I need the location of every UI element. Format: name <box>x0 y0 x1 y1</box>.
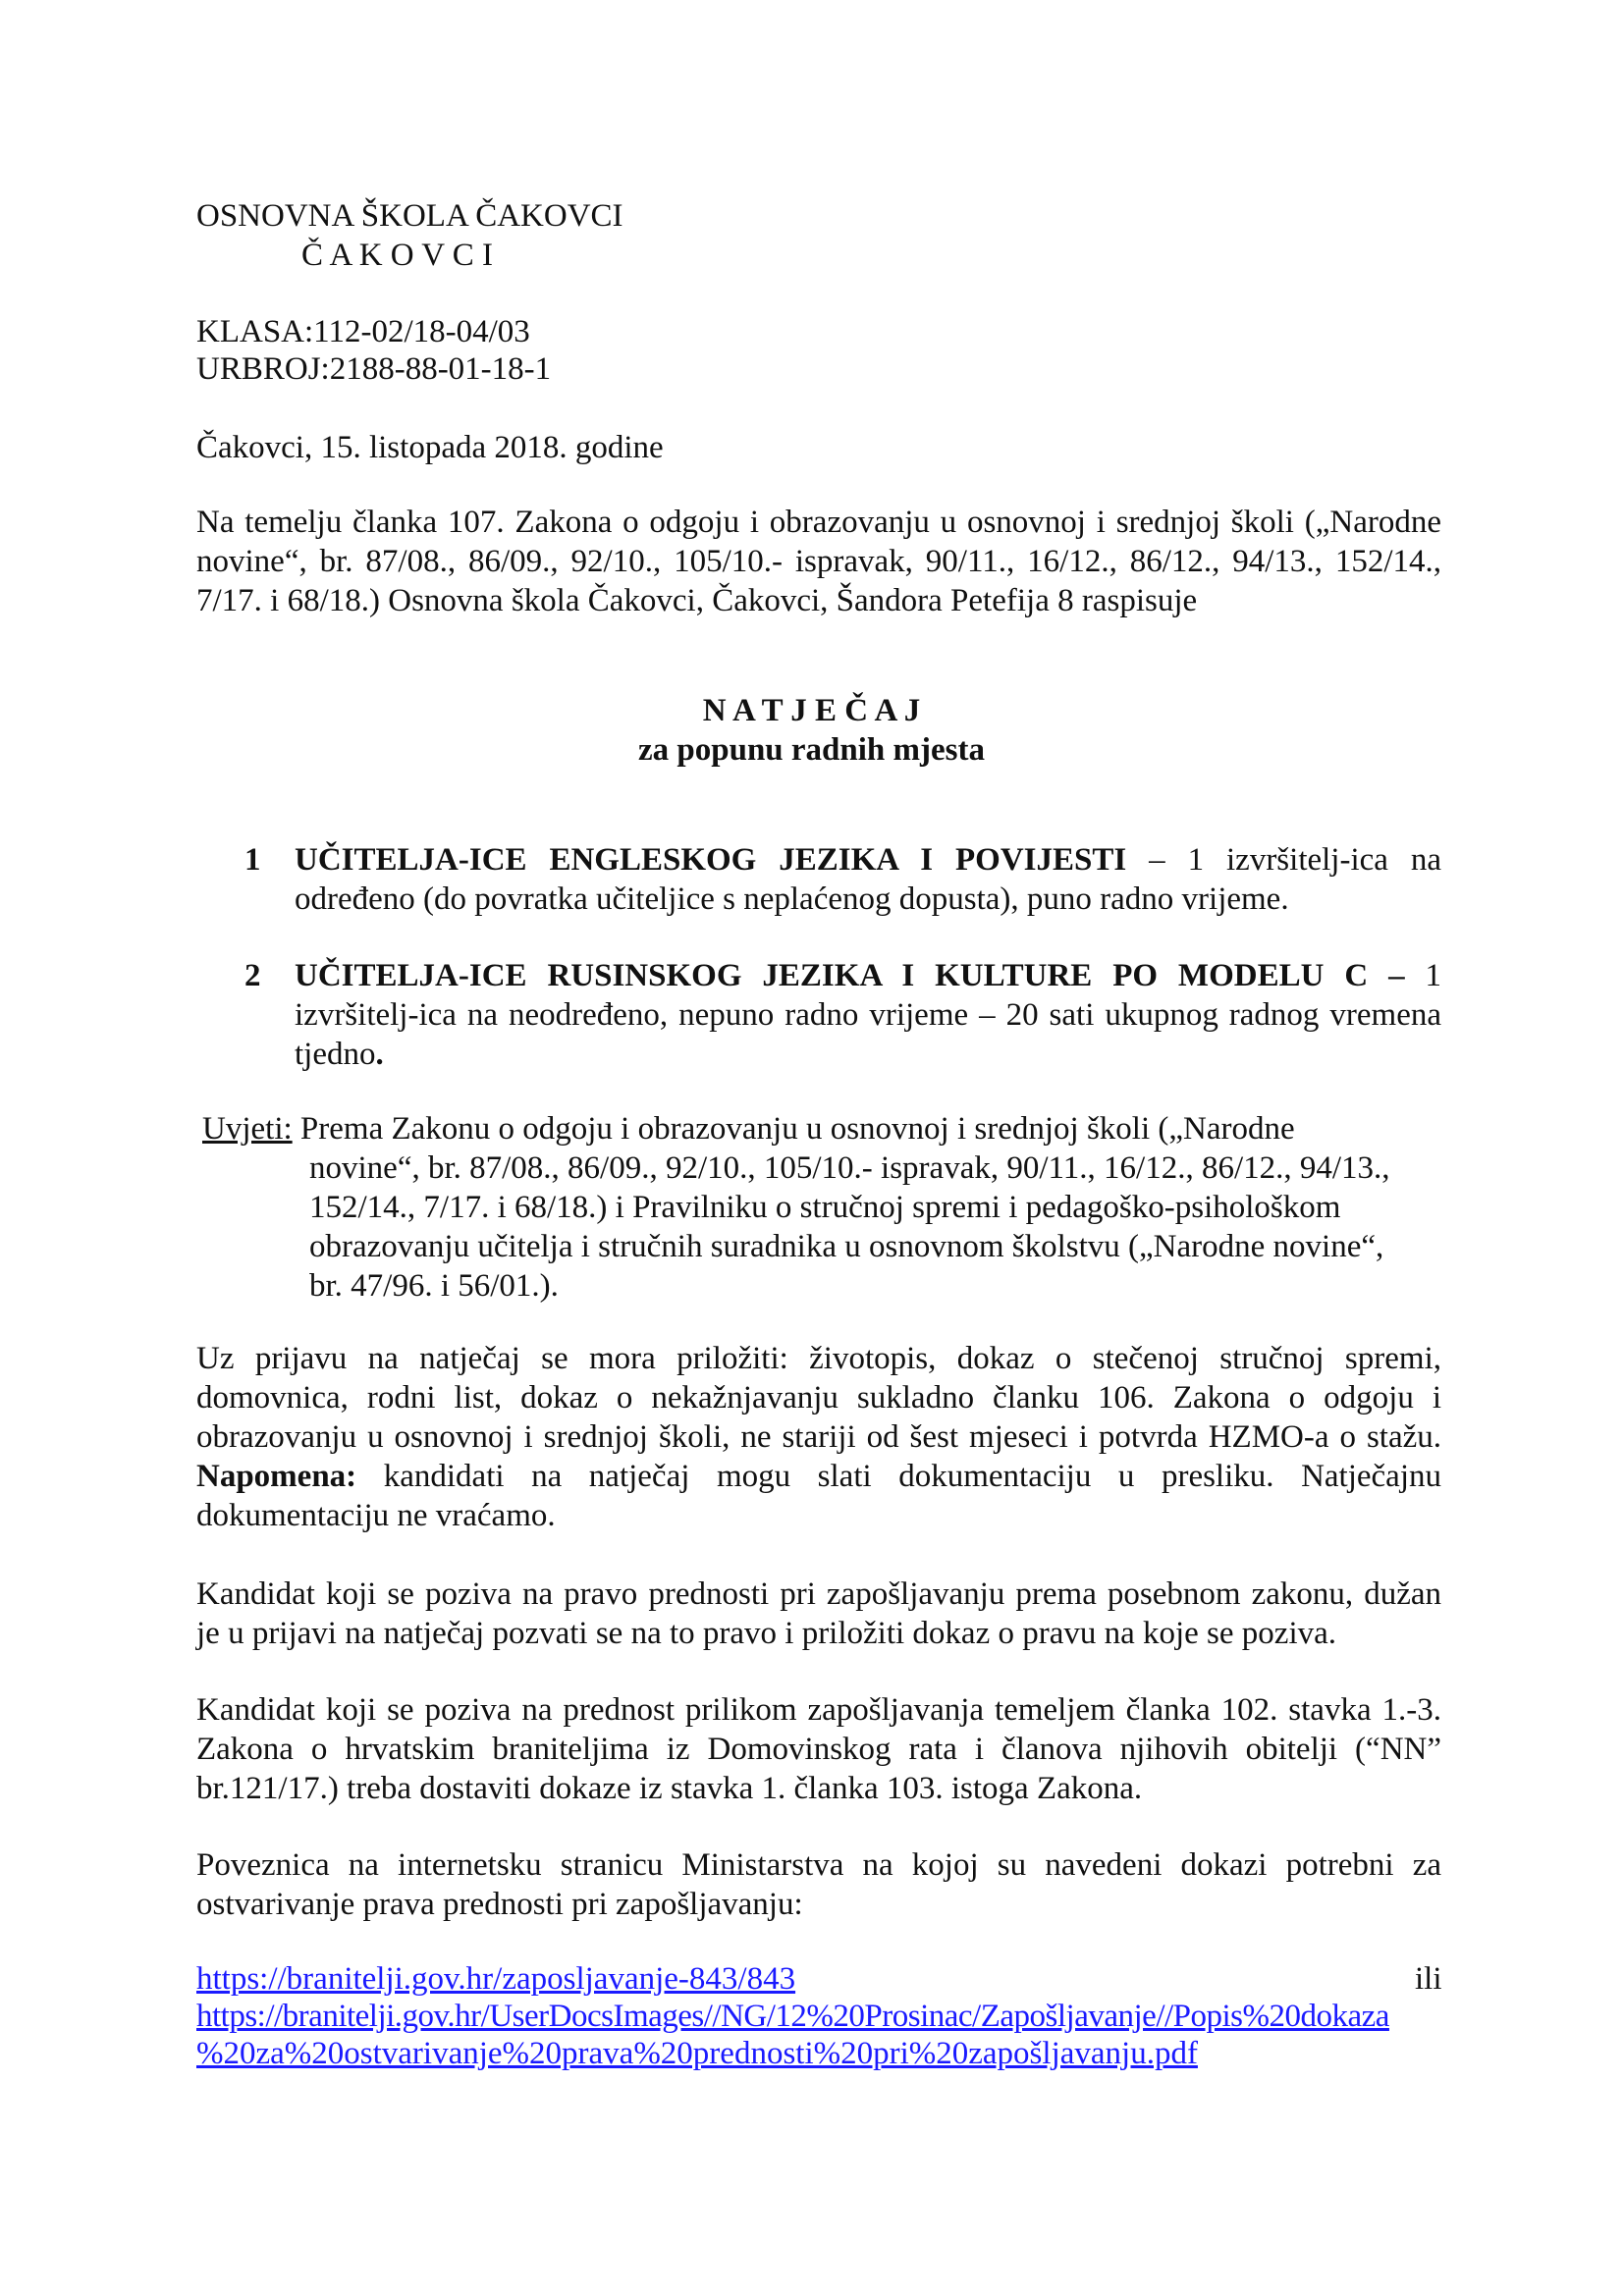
documents-line-5: dokumentaciju ne vraćamo. <box>196 1498 556 1533</box>
veterans-line-2: Zakona o hrvatskim braniteljima iz Domovinskog rata i članova njihovih obitelji (“NN” <box>196 1732 1441 1767</box>
position-number-1: 1 <box>244 842 261 878</box>
position-2-line-3: tjedno. <box>295 1037 384 1072</box>
conditions-line-5: br. 47/96. i 56/01.). <box>309 1268 559 1304</box>
position-2-title: UČITELJA-ICE RUSINSKOG JEZIKA I KULTURE PO MODELU C – <box>295 958 1405 993</box>
klasa: KLASA:112-02/18-04/03 <box>196 314 530 349</box>
position-number-2: 2 <box>244 958 261 993</box>
place-date: Čakovci, 15. listopada 2018. godine <box>196 430 664 465</box>
documents-line-1: Uz prijavu na natječaj se mora priložiti: životopis, dokaz o stečenoj stručnoj spremi, <box>196 1341 1441 1376</box>
documents-line-2: domovnica, rodni list, dokaz o nekažnjavanju sukladno članku 106. Zakona o odgoju i <box>196 1380 1441 1415</box>
conditions-line-4: obrazovanju učitelja i stručnih suradnika u osnovnom školstvu („Narodne novine“, <box>309 1229 1384 1264</box>
conditions-line-1: Uvjeti: Prema Zakonu o odgoju i obrazovanju u osnovnoj i srednjoj školi („Narodne <box>202 1111 1295 1147</box>
intro-line-2: novine“, br. 87/08., 86/09., 92/10., 105/10.- ispravak, 90/11., 16/12., 86/12., 94/13., 152/14., <box>196 544 1441 579</box>
ministry-line-2: ostvarivanje prava prednosti pri zapošljavanju: <box>196 1887 803 1922</box>
ministry-line-1: Poveznica na internetsku stranicu Ministarstva na kojoj su navedeni dokazi potrebni za <box>196 1847 1441 1883</box>
position-1-title: UČITELJA-ICE ENGLESKOG JEZIKA I POVIJESTI <box>295 842 1127 878</box>
urbroj: URBROJ:2188-88-01-18-1 <box>196 351 552 387</box>
documents-note-line: Napomena: kandidati na natječaj mogu slati dokumentaciju u presliku. Natječajnu <box>196 1459 1442 1494</box>
veterans-line-3: br.121/17.) treba dostaviti dokaze iz stavka 1. članka 103. istoga Zakona. <box>196 1771 1143 1806</box>
position-2-line-1 <box>295 956 1441 995</box>
link-branitelji-zaposljavanje[interactable]: https://branitelji.gov.hr/zaposljavanje-843/843 <box>196 1961 796 1997</box>
school-town: Č A K O V C I <box>301 238 494 273</box>
conditions-line-3: 152/14., 7/17. i 68/18.) i Pravilniku o stručnoj spremi i pedagoško-psihološkom <box>309 1190 1341 1225</box>
note-label: Napomena: <box>196 1459 357 1494</box>
conditions-line-2: novine“, br. 87/08., 86/09., 92/10., 105/10.- ispravak, 90/11., 16/12., 86/12., 94/13., <box>309 1150 1390 1186</box>
school-name: OSNOVNA ŠKOLA ČAKOVCI <box>196 198 623 234</box>
position-2-line-2: izvršitelj-ica na neodređeno, nepuno radno vrijeme – 20 sati ukupnog radnog vremena <box>295 997 1441 1033</box>
position-1-line-2: određeno (do povratka učiteljice s neplaćenog dopusta), puno radno vrijeme. <box>295 881 1289 917</box>
conditions-label: Uvjeti: <box>202 1111 293 1147</box>
intro-line-1: Na temelju članka 107. Zakona o odgoju i obrazovanju u osnovnoj i srednjoj školi („Narodne <box>196 505 1441 540</box>
documents-line-3: obrazovanju u osnovnoj i srednjoj školi, ne stariji od šest mjeseci i potvrda HZMO-a o stažu. <box>196 1419 1441 1455</box>
priority-line-2: je u prijavi na natječaj pozvati se na to pravo i priložiti dokaz o pravu na koje se poziva. <box>196 1616 1337 1651</box>
document-title: N A T J E Č A J <box>702 693 921 728</box>
document-subtitle: za popunu radnih mjesta <box>638 732 985 768</box>
position-2-count: 1 <box>1425 958 1441 993</box>
link-popis-dokaza[interactable]: https://branitelji.gov.hr/UserDocsImages//NG/12%20Prosinac/Zapošljavanje//Popis%20dokaza <box>196 1999 1389 2034</box>
priority-line-1: Kandidat koji se poziva na pravo prednosti pri zapošljavanju prema posebnom zakonu, dužan <box>196 1576 1441 1612</box>
position-1-count: – 1 izvršitelj-ica na <box>1149 842 1441 878</box>
link-or-text: ili <box>1415 1961 1442 1997</box>
position-1-line-1 <box>295 840 1441 880</box>
intro-line-3: 7/17. i 68/18.) Osnovna škola Čakovci, Čakovci, Šandora Petefija 8 raspisuje <box>196 583 1198 618</box>
veterans-line-1: Kandidat koji se poziva na prednost prilikom zapošljavanja temeljem članka 102. stavka 1.-3. <box>196 1692 1441 1728</box>
link-popis-dokaza-continued[interactable]: %20za%20ostvarivanje%20prava%20prednosti%20pri%20zapošljavanju.pdf <box>196 2036 1198 2071</box>
